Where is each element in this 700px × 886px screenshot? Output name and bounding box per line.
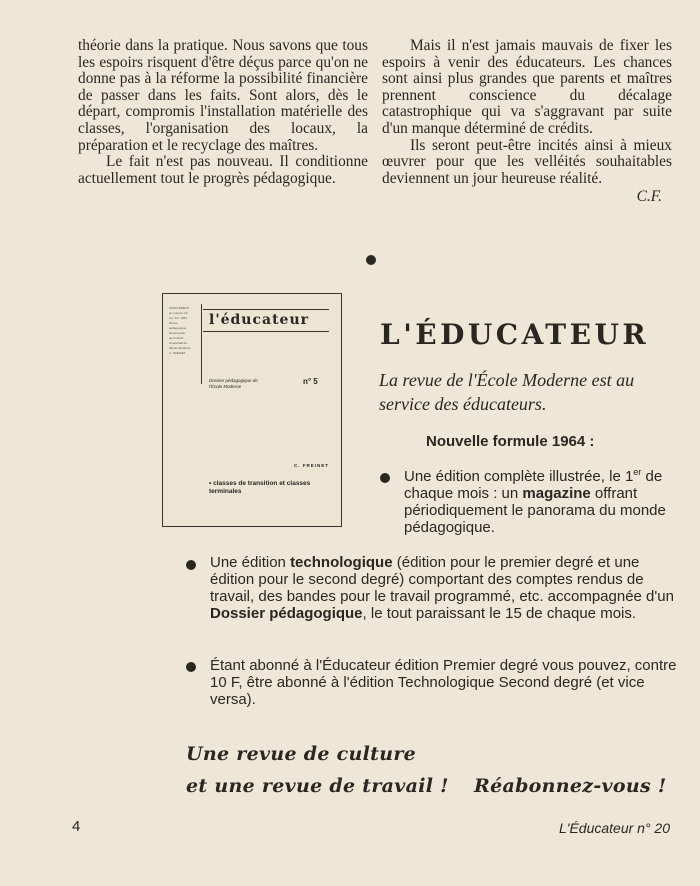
cover-issue-number: n° 5 bbox=[303, 377, 318, 386]
journal-footer: L'Éducateur n° 20 bbox=[558, 820, 670, 836]
cover-author: C. FREINET bbox=[293, 463, 329, 468]
bullet-dot bbox=[186, 560, 196, 570]
signature: C.F. bbox=[636, 188, 662, 206]
magazine-cover bbox=[162, 293, 342, 527]
slogan-line-1: Une revue de culture bbox=[186, 743, 417, 765]
bullet-3: Étant abonné à l'Éducateur édition Premier degré vous pouvez, contre 10 F, être abonné à l'édition Technologique Second degré (et vice versa). bbox=[210, 657, 677, 708]
right-paragraph-2: Ils seront peut-être incités ainsi à mieux œuvrer pour que les velléités souhaitables deviennent un jour heureuse réalité. bbox=[382, 136, 672, 187]
slogan-reabonnez: Réabonnez-vous ! bbox=[474, 775, 667, 797]
cover-vertical-rule bbox=[201, 304, 202, 384]
cover-dossier-label: Dossier pédagogique de l'École Moderne bbox=[209, 378, 258, 389]
cover-rule-bottom bbox=[203, 331, 329, 332]
cover-title: l'éducateur bbox=[209, 312, 310, 328]
bullet-2: Une édition technologique (édition pour le premier degré et une édition pour le second degré) comportant des comptes rendus de travail, des bandes pour le travail programmé, etc. accompagnée d'un Dossier pédagogique, le tout paraissant le 15 de chaque mois. bbox=[210, 554, 674, 622]
left-column bbox=[78, 38, 368, 187]
left-paragraph-2: Le fait n'est pas nouveau. Il conditionne actuellement tout le progrès pédagogique. bbox=[78, 153, 368, 187]
right-paragraph-1: Mais il n'est jamais mauvais de fixer les espoirs à venir des éducateurs. Les chances sont ainsi plus grandes que parents et maîtres prennent conscience du décalage catastrophique qui va s'aggravant par suite d'un manque déterminé de crédits. bbox=[382, 37, 672, 137]
bullet-1: Une édition complète illustrée, le 1er de chaque mois : un magazine offrant périodiquement le panorama du monde pédagogique. bbox=[404, 467, 666, 536]
page-number: 4 bbox=[72, 818, 81, 835]
separator-dot bbox=[366, 255, 376, 265]
slogan-line-2: et une revue de travail ! bbox=[186, 775, 449, 797]
cover-subject: • classes de transition et classes terminales bbox=[209, 480, 311, 495]
cover-small-text: SUPPLÉMENT au numéro 20 1er Juil. 1964 Revue pédagogique bimensuelle de l'Institut Coopératif de l'École Moderne C. FREINET bbox=[169, 306, 191, 355]
formule-heading: Nouvelle formule 1964 : bbox=[426, 433, 595, 450]
right-column bbox=[382, 38, 672, 206]
bullet-dot bbox=[380, 473, 390, 483]
left-paragraph-1: théorie dans la pratique. Nous savons que tous les espoirs risquent d'être déçus parce qu'on ne donne pas à la réforme la possibilité financière de passer dans les faits. Sont alors, dès le départ, compromis l'installation matérielle des classes, l'organisation des locaux, la préparation et le recyclage des maîtres. bbox=[78, 37, 368, 154]
bullet-dot bbox=[186, 662, 196, 672]
cover-rule-top bbox=[203, 309, 329, 310]
ad-tagline: La revue de l'École Moderne est au service des éducateurs. bbox=[379, 370, 635, 414]
ad-title: L'ÉDUCATEUR bbox=[380, 318, 650, 351]
